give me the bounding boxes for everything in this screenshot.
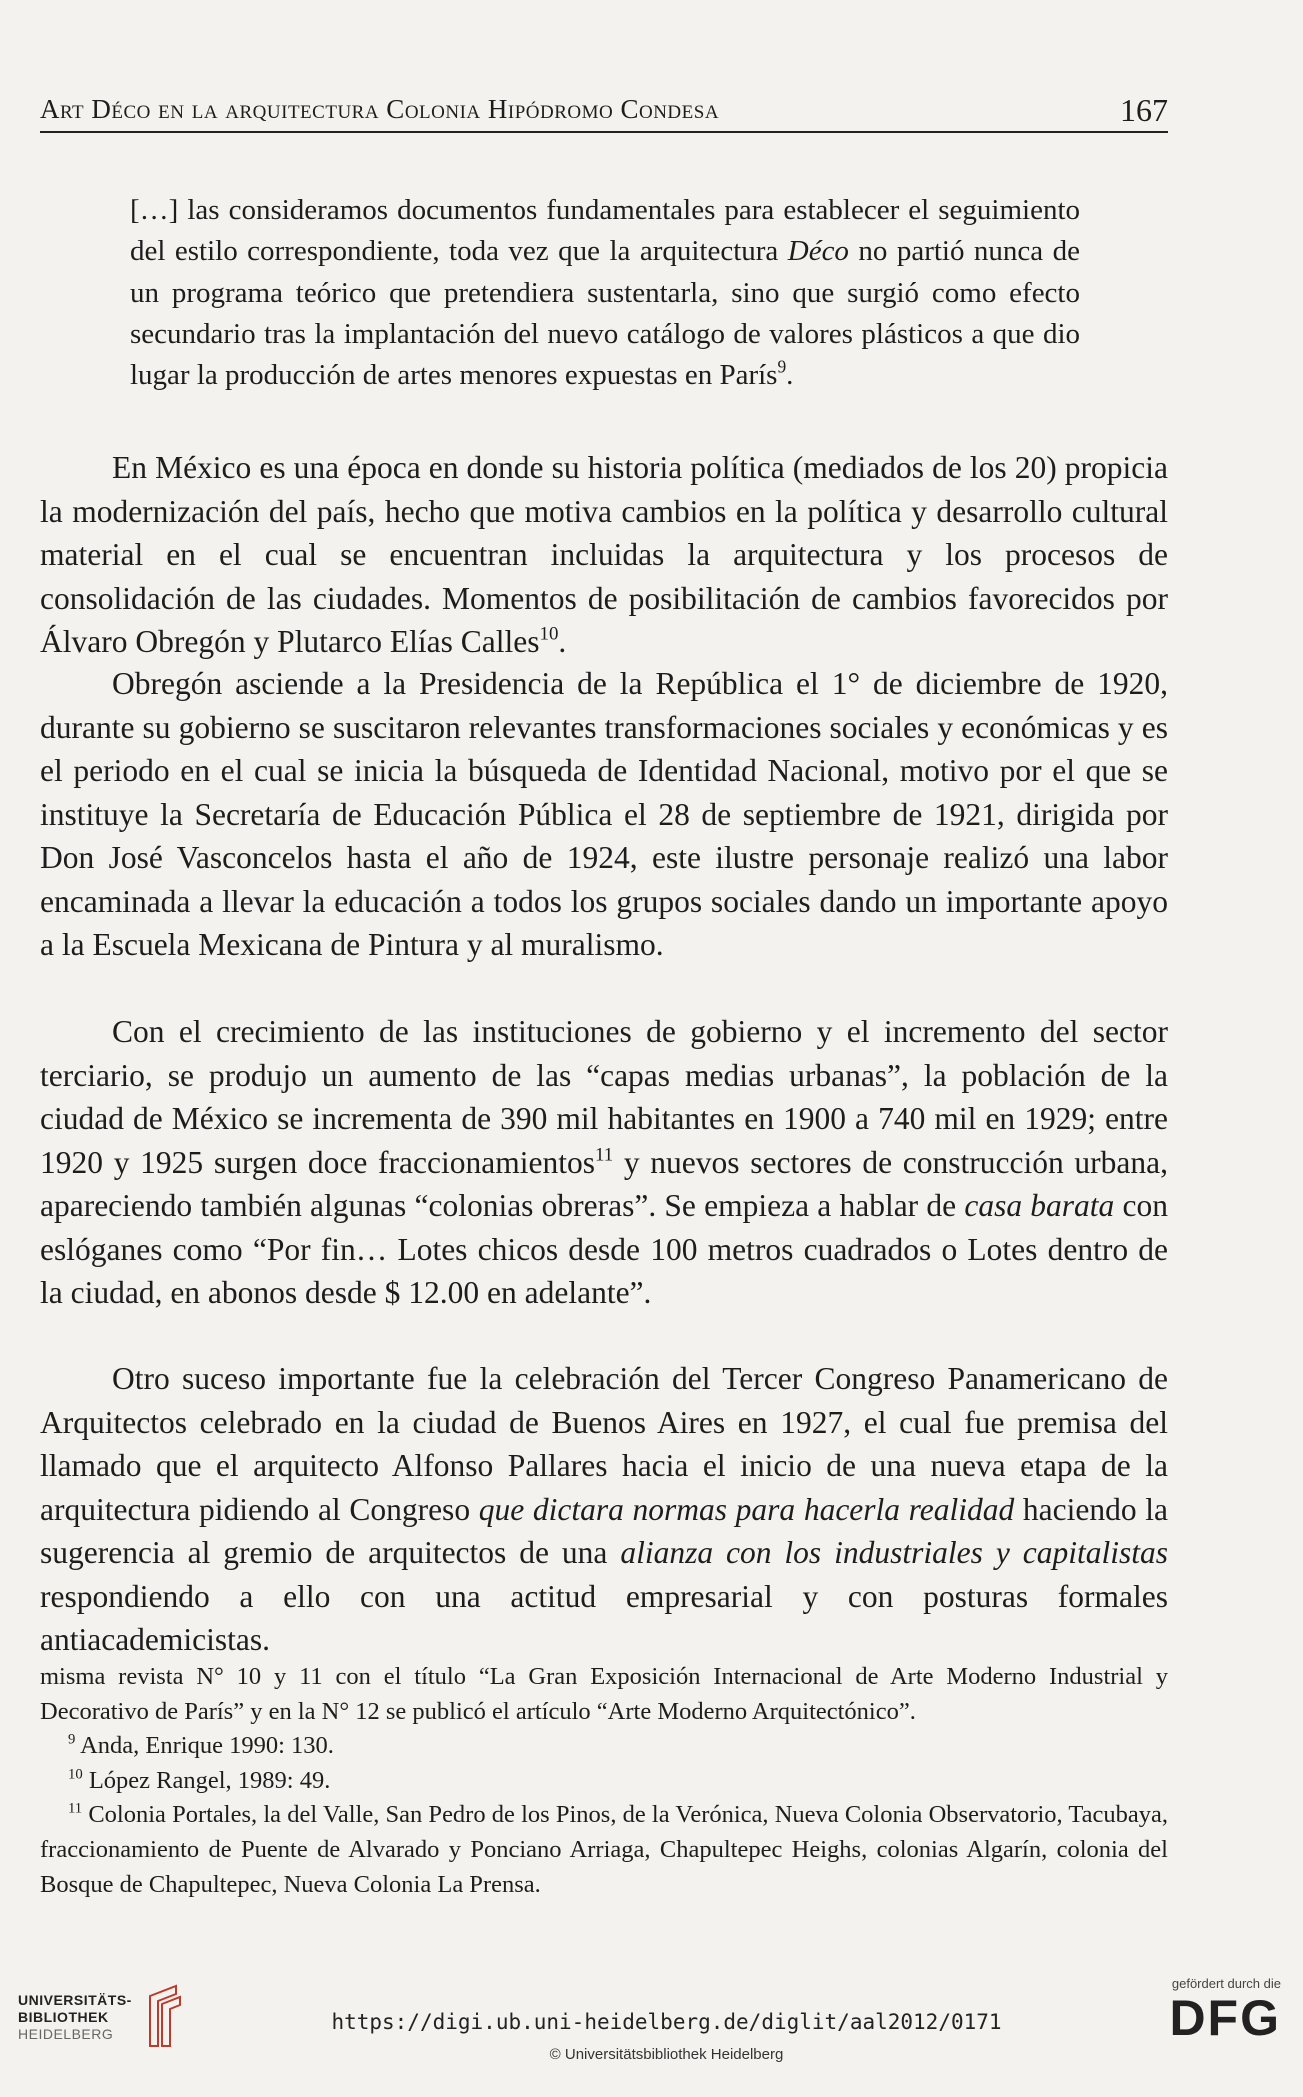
footnote-number: 10 — [68, 1766, 83, 1783]
dfg-wordmark: DFG — [1169, 1990, 1281, 2046]
dfg-logo[interactable] — [1151, 1976, 1281, 2046]
copyright-notice: © Universitätsbibliothek Heidelberg — [549, 2046, 784, 2063]
running-title: Art Déco en la arquitectura Colonia Hipódromo Condesa — [40, 94, 720, 124]
paragraph-text: con eslóganes como “Por fin… Lotes chicos desde 100 metros cuadrados o Lotes dentro de la ciudad, en abonos desde $ 12.00 en adelante”. — [40, 1188, 1169, 1310]
paragraph-text: y nuevos sectores de construcción urbana, apareciendo también algunas “colonias obreras”. Se empieza a hablar de — [40, 1144, 1168, 1223]
quote-text: […] las consideramos documentos fundamentales para establecer el seguimiento del estilo correspondiente, toda vez que la arquitectura — [130, 194, 1080, 268]
footnote-10 — [40, 1764, 1168, 1799]
footnote-ref[interactable]: 10 — [539, 623, 559, 645]
footnotes — [40, 1660, 1168, 1902]
logo-line: HEIDELBERG — [18, 2026, 114, 2042]
footnote-text: López Rangel, 1989: 49. — [82, 1766, 331, 1794]
quote-text: . — [786, 359, 794, 392]
paragraph — [40, 446, 1168, 664]
source-url-link[interactable]: https://digi.ub.uni-heidelberg.de/diglit/aal2012/0171 — [331, 2010, 1002, 2034]
footnote-text: Colonia Portales, la del Valle, San Pedro de los Pinos, de la Verónica, Nueva Colonia Observatorio, Tacubaya, fraccionamiento de Puente de Alvarado y Ponciano Arriaga, Chapultepec Heighs, colonias Algarín, colonia del Bosque de Chapultepec, Nueva Colonia La Prensa. — [40, 1801, 1168, 1898]
quote-text: no partió nunca de un programa teórico que pretendiera sustentarla, sino que surgió como efecto secundario tras la implantación del nuevo catálogo de valores plásticos a que dio lugar la producción de artes menores expuestas en París — [130, 235, 1080, 392]
footnote-9 — [40, 1729, 1168, 1764]
funded-by-label: gefördert durch die — [1171, 1976, 1281, 1991]
header-rule — [40, 131, 1168, 133]
paragraph-text: Con el crecimiento de las instituciones de gobierno y el incremento del sector terciario, se produjo un aumento de las “capas medias urbanas”, la población de la ciudad de México se incrementa de 390 mil habitantes en 1900 a 740 mil en 1929; entre 1920 y 1925 surgen doce fraccionamientos — [40, 1014, 1168, 1180]
paragraph — [40, 1357, 1168, 1662]
paragraph-text: Otro suceso importante fue la celebración del Tercer Congreso Panamericano de Arquitectos celebrado en la ciudad de Buenos Aires en 1927, el cual fue premisa del llamado que el arquitecto Alfonso Pallares hacia el inicio de una nueva etapa de la arquitectura pidiendo al Congreso — [40, 1361, 1168, 1527]
block-quote — [130, 190, 1080, 396]
paragraph-text: Obregón asciende a la Presidencia de la República el 1° de diciembre de 1920, durante su gobierno se suscitaron relevantes transformaciones sociales y económicas y es el periodo en el cual se inicia la búsqueda de Identidad Nacional, motivo por el que se instituye la Secretaría de Educación Pública el 28 de septiembre de 1921, dirigida por Don José Vasconcelos hasta el año de 1924, este ilustre personaje realizó una labor encaminada a llevar la educación a todos los grupos sociales dando un importante apoyo a la Escuela Mexicana de Pintura y al muralismo. — [40, 666, 1168, 962]
paragraph-italic: alianza con los industriales y capitalistas — [620, 1535, 1168, 1570]
paragraph — [40, 1010, 1168, 1315]
paragraph-text: . — [558, 624, 567, 659]
paragraph-text: respondiendo a ello con una actitud empresarial y con posturas formales antiacademicistas. — [40, 1578, 1168, 1657]
footnote-11 — [40, 1798, 1168, 1902]
paragraph-text: haciendo la sugerencia al gremio de arquitectos de una — [40, 1491, 1168, 1570]
quote-italic: Déco — [787, 235, 849, 268]
footnote-number: 11 — [68, 1800, 83, 1817]
footnote-number: 9 — [68, 1731, 76, 1748]
logo-line: BIBLIOTHEK — [18, 2009, 109, 2025]
page-number: 167 — [1120, 92, 1168, 128]
paragraph — [40, 662, 1168, 967]
footnote-ref[interactable]: 11 — [594, 1144, 614, 1166]
paragraph-italic: que dictara normas para hacerla realidad — [478, 1491, 1015, 1527]
paragraph-text: En México es una época en donde su historia política (mediados de los 20) propicia la modernización del país, hecho que motiva cambios en la política y desarrollo cultural material en el cual se encuentran incluidas la arquitectura y los procesos de consolidación de las ciudades. Momentos de posibilitación de cambios favorecidos por Álvaro Obregón y Plutarco Elías Calles — [40, 450, 1168, 659]
footnote-continuation: misma revista N° 10 y 11 con el título “La Gran Exposición Internacional de Arte Moderno Industrial y Decorativo de París” y en la N° 12 se publicó el artículo “Arte Moderno Arquitectónico”. — [40, 1663, 1168, 1725]
logo-line: UNIVERSITÄTS- — [18, 1992, 132, 2008]
footnote-text: Anda, Enrique 1990: 130. — [75, 1732, 334, 1760]
paragraph-italic: casa barata — [964, 1188, 1115, 1223]
footnote-ref[interactable]: 9 — [777, 356, 787, 377]
